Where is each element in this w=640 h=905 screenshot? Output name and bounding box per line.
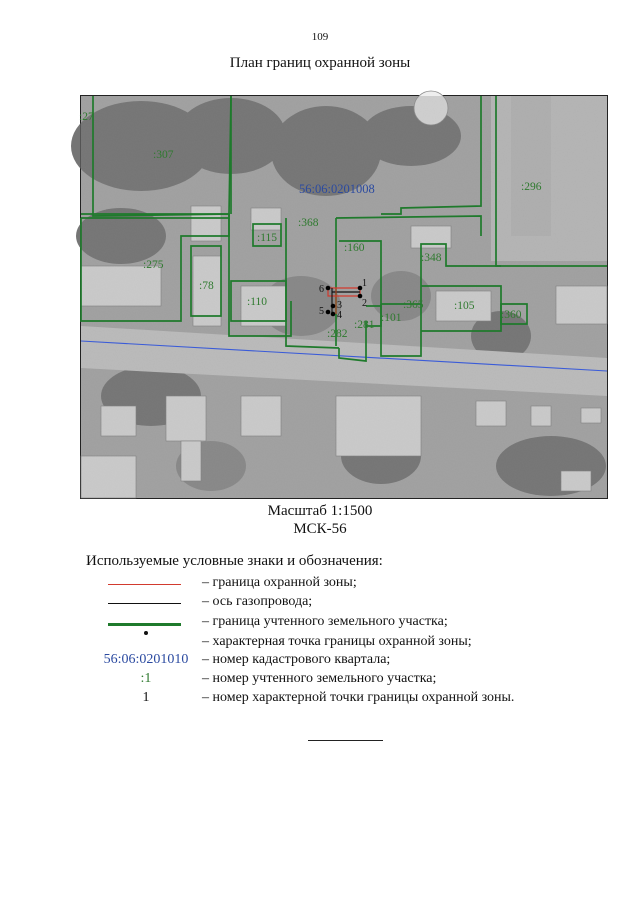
parcel-label: :307 [153,149,174,161]
quarter-label: 56:06:0201008 [299,182,375,196]
boundary-point [331,312,336,317]
parcel-label: :360 [501,309,522,321]
point-number: 3 [337,300,342,311]
legend-text: – характерная точка границы охранной зоны; [202,634,472,649]
parcel-label: :105 [454,300,475,312]
parcel-label: :368 [298,217,319,229]
green-line-icon [90,614,202,631]
parcel-label: :160 [344,242,365,254]
legend-item-point-number [90,690,610,707]
parcel-label: :282 [327,328,348,340]
legend-text: – ось газопровода; [202,594,313,609]
legend-text: – граница учтенного земельного участка; [202,614,448,629]
legend-item-quarter [90,652,610,669]
end-divider [308,740,383,741]
quarter-number-sample: 56:06:0201010 [103,652,189,667]
legend-text: – граница охранной зоны; [202,575,357,590]
legend-item-point [90,634,610,651]
plan-title: План границ охранной зоны [229,55,411,71]
parcel-label: :281 [354,319,375,331]
map-image [81,96,607,498]
parcel-label: :348 [421,252,442,264]
boundary-point [331,304,336,309]
legend-item-parcel-number [90,671,610,688]
legend-text: – номер характерной точки границы охранной зоны. [202,690,515,705]
dot-icon [90,634,202,651]
coordinate-system: МСК-56 [293,521,347,537]
cadastral-map [80,95,608,499]
legend-text: – номер учтенного земельного участка; [202,671,437,686]
boundary-point [326,286,331,291]
parcel-label: :78 [199,280,214,292]
point-number: 4 [337,310,342,321]
parcel-label: :110 [247,296,268,308]
legend-text: – номер кадастрового квартала; [202,652,391,667]
point-number: 6 [319,284,324,295]
point-number: 5 [319,306,324,317]
black-line-icon [90,594,202,611]
page-number: 109 [311,31,329,43]
boundary-point [326,310,331,315]
red-line-icon [90,575,202,592]
parcel-label: :101 [381,312,402,324]
parcel-label: :115 [257,232,278,244]
parcel-label: :27 [79,111,94,123]
parcel-label: :275 [143,259,164,271]
point-number: 2 [362,298,367,309]
legend-heading: Используемые условные знаки и обозначения: [86,553,383,569]
parcel-label: :365 [403,299,424,311]
point-number: 1 [362,278,367,289]
point-number-sample: 1 [142,690,150,705]
legend-item-gas-axis [90,594,610,611]
parcel-label: :296 [521,181,542,193]
map-scale: Масштаб 1:1500 [267,503,373,519]
legend-item-parcel-border [90,614,610,631]
legend-item-zone-border [90,575,610,592]
parcel-number-sample: :1 [140,671,152,686]
